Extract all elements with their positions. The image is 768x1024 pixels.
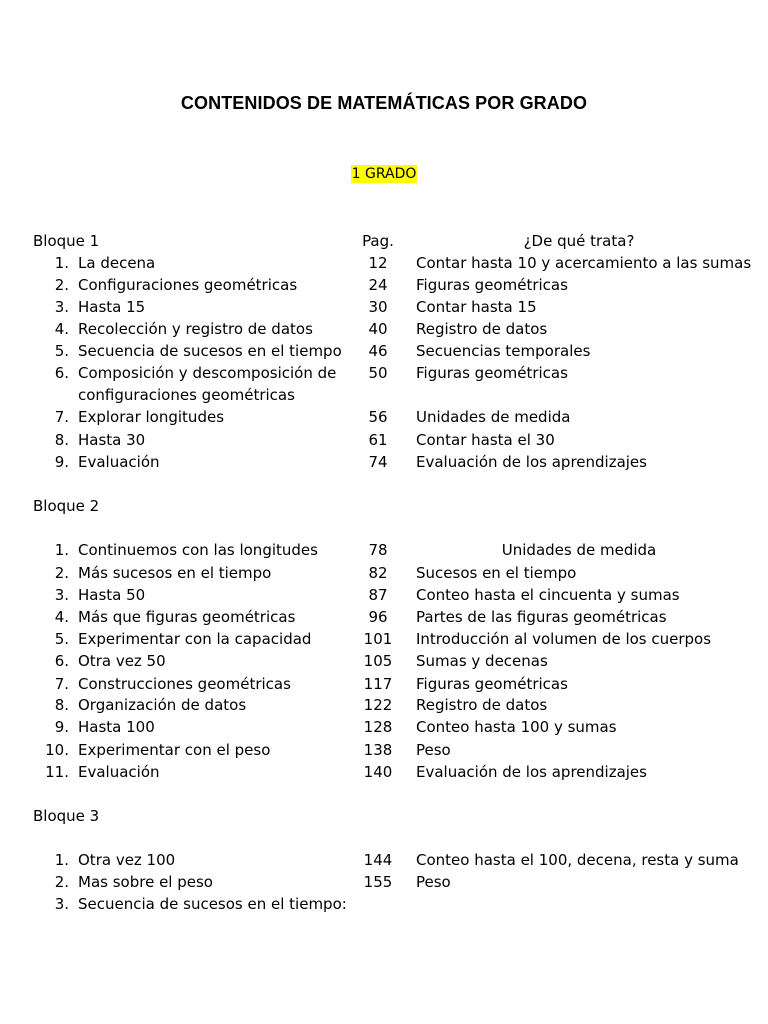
item-number: 9. [54, 718, 69, 736]
item-page: 74 [368, 453, 388, 471]
item-text: Explorar longitudes [78, 408, 225, 426]
item-text: La decena [78, 254, 156, 272]
item-desc: Conteo hasta el 100, decena, resta y suma [416, 851, 739, 869]
item-page: 87 [368, 586, 388, 604]
item-text: Organización de datos [78, 696, 247, 714]
item-text-continued: configuraciones geométricas [78, 386, 295, 404]
item-number: 4. [54, 320, 69, 338]
item-desc: Peso [416, 873, 451, 891]
item-page: 155 [363, 873, 393, 891]
item-text: Construcciones geométricas [78, 675, 291, 693]
item-text: Configuraciones geométricas [78, 276, 298, 294]
item-page: 140 [363, 763, 393, 781]
list-item [0, 362, 768, 384]
list-item [0, 429, 768, 451]
item-desc: Registro de datos [416, 696, 548, 714]
item-number: 3. [54, 586, 69, 604]
item-text: Hasta 15 [78, 298, 146, 316]
item-desc: Sumas y decenas [416, 652, 548, 670]
item-text: Hasta 50 [78, 586, 146, 604]
item-number: 1. [54, 254, 69, 272]
item-number: 4. [54, 608, 69, 626]
item-page: 46 [368, 342, 388, 360]
item-text: Secuencia de sucesos en el tiempo [78, 342, 342, 360]
item-page: 117 [363, 675, 393, 693]
item-number: 8. [54, 696, 69, 714]
item-number: 6. [54, 652, 69, 670]
item-number: 7. [54, 675, 69, 693]
item-number: 5. [54, 342, 69, 360]
item-page: 50 [368, 364, 388, 382]
item-number: 3. [54, 298, 69, 316]
item-number: 5. [54, 630, 69, 648]
item-desc: Evaluación de los aprendizajes [416, 453, 647, 471]
list-item [0, 871, 768, 893]
item-text: Experimentar con la capacidad [78, 630, 312, 648]
item-page: 105 [363, 652, 393, 670]
list-item [0, 340, 768, 362]
item-page: 144 [363, 851, 393, 869]
item-desc: Unidades de medida [416, 408, 571, 426]
item-desc: Figuras geométricas [416, 675, 568, 693]
item-desc: Contar hasta el 30 [416, 431, 555, 449]
list-item [0, 318, 768, 340]
bloque1-label: Bloque 1 [33, 232, 100, 250]
bloque1-header-row [0, 230, 768, 252]
list-item [0, 739, 768, 761]
list-item [0, 606, 768, 628]
item-desc: Figuras geométricas [416, 276, 568, 294]
list-item [0, 628, 768, 650]
item-desc: Contar hasta 15 [416, 298, 537, 316]
item-page: 40 [368, 320, 388, 338]
item-number: 11. [45, 763, 69, 781]
list-item [0, 650, 768, 672]
item-page: 56 [368, 408, 388, 426]
item-page: 122 [363, 696, 393, 714]
item-text: Otra vez 50 [78, 652, 166, 670]
list-item [0, 539, 768, 561]
item-number: 6. [54, 364, 69, 382]
item-text: Otra vez 100 [78, 851, 176, 869]
item-text: Secuencia de sucesos en el tiempo: [78, 895, 347, 913]
list-item [0, 893, 768, 915]
item-desc: Sucesos en el tiempo [416, 564, 577, 582]
item-number: 2. [54, 564, 69, 582]
item-text: Mas sobre el peso [78, 873, 213, 891]
item-desc: Figuras geométricas [416, 364, 568, 382]
item-desc: Conteo hasta 100 y sumas [416, 718, 617, 736]
list-item [0, 761, 768, 783]
item-page: 82 [368, 564, 388, 582]
list-item [0, 849, 768, 871]
item-page: 30 [368, 298, 388, 316]
item-page: 78 [368, 541, 388, 559]
item-desc: Registro de datos [416, 320, 548, 338]
page-title: CONTENIDOS DE MATEMÁTICAS POR GRADO [180, 93, 588, 113]
list-item [0, 716, 768, 738]
item-number: 10. [45, 741, 69, 759]
item-number: 9. [54, 453, 69, 471]
item-number: 1. [54, 541, 69, 559]
list-item [0, 673, 768, 695]
item-page: 138 [363, 741, 393, 759]
item-text: Continuemos con las longitudes [78, 541, 318, 559]
list-item [0, 584, 768, 606]
bloque2-header-row [0, 495, 768, 517]
list-item [0, 694, 768, 716]
item-desc: Unidades de medida [501, 541, 657, 559]
item-page: 96 [368, 608, 388, 626]
item-number: 8. [54, 431, 69, 449]
item-text: Recolección y registro de datos [78, 320, 313, 338]
item-page: 24 [368, 276, 388, 294]
item-page: 12 [368, 254, 388, 272]
item-number: 2. [54, 276, 69, 294]
item-number: 1. [54, 851, 69, 869]
item-text: Evaluación [78, 453, 160, 471]
list-item [0, 406, 768, 428]
item-text: Composición y descomposición de [78, 364, 337, 382]
bloque2-label: Bloque 2 [33, 497, 100, 515]
list-item [0, 274, 768, 296]
list-item [0, 562, 768, 584]
list-item [0, 296, 768, 318]
item-number: 3. [54, 895, 69, 913]
bloque3-label: Bloque 3 [33, 807, 100, 825]
item-page: 61 [368, 431, 388, 449]
grade-heading [0, 163, 768, 182]
item-text: Más sucesos en el tiempo [78, 564, 272, 582]
item-desc: Contar hasta 10 y acercamiento a las sumas [416, 254, 752, 272]
bloque3-header-row [0, 805, 768, 827]
item-text: Experimentar con el peso [78, 741, 271, 759]
list-item [0, 451, 768, 473]
desc-header: ¿De qué trata? [523, 232, 635, 250]
item-desc: Introducción al volumen de los cuerpos [416, 630, 712, 648]
item-desc: Evaluación de los aprendizajes [416, 763, 647, 781]
item-page: 128 [363, 718, 393, 736]
item-desc: Peso [416, 741, 451, 759]
item-text: Evaluación [78, 763, 160, 781]
item-number: 2. [54, 873, 69, 891]
item-desc: Secuencias temporales [416, 342, 591, 360]
item-desc: Conteo hasta el cincuenta y sumas [416, 586, 680, 604]
item-text: Hasta 30 [78, 431, 146, 449]
item-desc: Partes de las figuras geométricas [416, 608, 667, 626]
item-number: 7. [54, 408, 69, 426]
list-item [0, 252, 768, 274]
item-page: 101 [363, 630, 393, 648]
list-item-continuation [0, 384, 768, 406]
item-text: Más que figuras geométricas [78, 608, 296, 626]
grade-label: 1 GRADO [351, 166, 417, 182]
pag-header: Pag. [362, 232, 394, 250]
item-text: Hasta 100 [78, 718, 155, 736]
